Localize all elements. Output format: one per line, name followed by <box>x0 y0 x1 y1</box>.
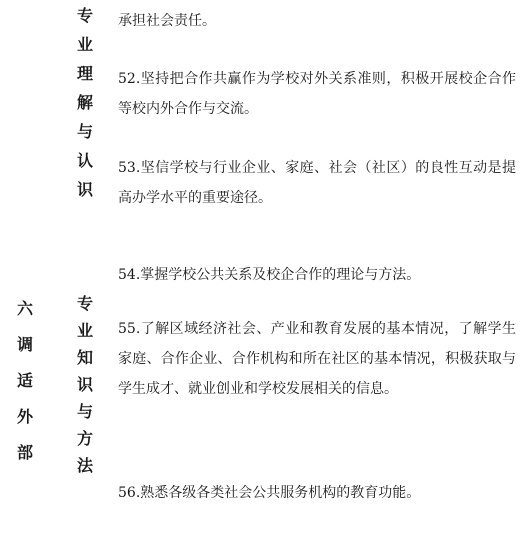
subsection-label-char: 业 <box>76 35 93 54</box>
section-label-char: 外 <box>16 407 33 426</box>
subsection-label-char: 专 <box>76 294 93 313</box>
section-label-char: 适 <box>16 371 33 390</box>
subsection-label-char: 业 <box>76 321 93 340</box>
section-label-char: 六 <box>16 299 33 318</box>
subsection-label-char: 与 <box>76 122 93 141</box>
paragraph-52: 52.坚持把合作共赢作为学校对外关系准则，积极开展校企合作等校内外合作与交流。 <box>118 71 516 117</box>
paragraph-56: 56.熟悉各级各类社会公共服务机构的教育功能。 <box>118 485 421 501</box>
section-label-char: 部 <box>16 443 33 462</box>
paragraph-53: 53.坚信学校与行业企业、家庭、社会（社区）的良性互动是提高办学水平的重要途径。 <box>118 160 516 206</box>
subsection-label-char: 与 <box>76 402 93 421</box>
subsection-label-char: 理 <box>76 64 93 83</box>
paragraph-54: 54.掌握学校公共关系及校企合作的理论与方法。 <box>118 267 421 283</box>
subsection-label-understanding <box>72 8 98 211</box>
subsection-label-char: 方 <box>76 429 93 448</box>
subsection-label-char: 专 <box>76 6 93 25</box>
subsection-label-char: 知 <box>76 348 93 367</box>
section-label-adjust-external <box>12 301 38 481</box>
subsection-label-char: 法 <box>76 456 93 475</box>
paragraph-55: 55.了解区域经济社会、产业和教育发展的基本情况，了解学生家庭、合作企业、合作机构和所在社区的基本情况，积极获取与学生成才、就业创业和学校发展相关的信息。 <box>118 321 516 397</box>
section-label-char: 调 <box>16 335 33 354</box>
subsection-label-knowledge <box>72 296 98 485</box>
subsection-label-char: 认 <box>76 151 93 170</box>
subsection-label-char: 解 <box>76 93 93 112</box>
paragraph-continuation: 承担社会责任。 <box>118 13 216 29</box>
subsection-label-char: 识 <box>76 375 93 394</box>
subsection-label-char: 识 <box>76 180 93 199</box>
